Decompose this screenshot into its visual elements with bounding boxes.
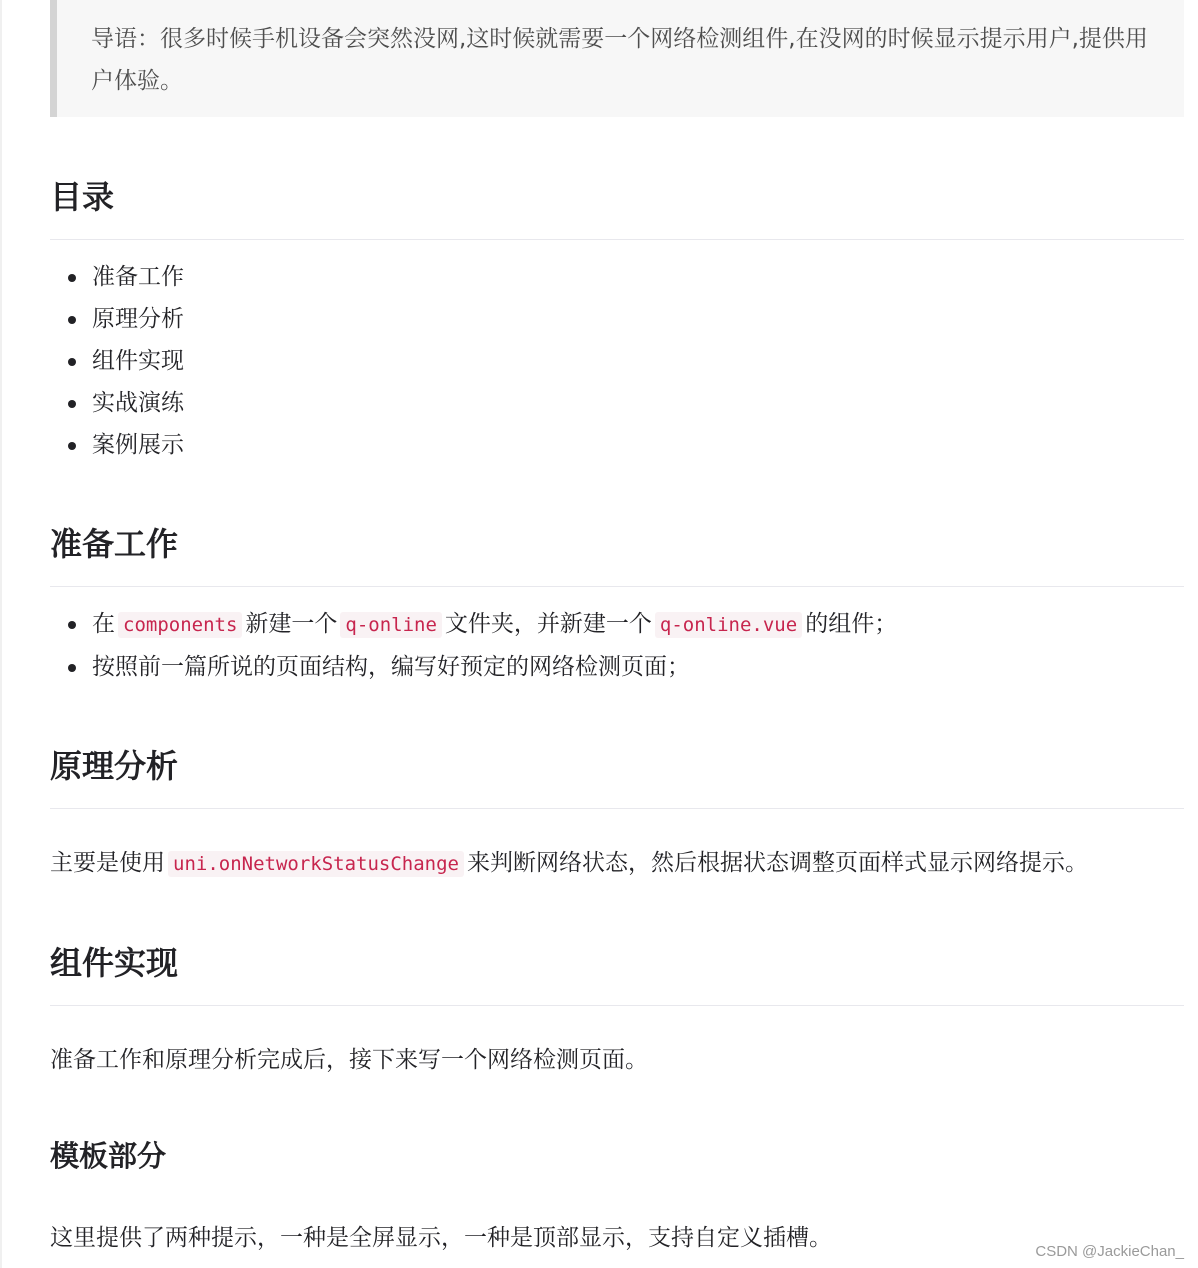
toc-item-principle[interactable]: 原理分析 (50, 298, 1184, 340)
intro-text: 导语：很多时候手机设备会突然没网,这时候就需要一个网络检测组件,在没网的时候显示提示用户,提供用户体验。 (50, 0, 1184, 117)
toc-item-practice[interactable]: 实战演练 (50, 382, 1184, 424)
template-paragraph-wrap (50, 1217, 1184, 1259)
toc-item-showcase[interactable]: 案例展示 (50, 424, 1184, 466)
code-network-status: uni.onNetworkStatusChange (168, 851, 464, 877)
toc-item-impl[interactable]: 组件实现 (50, 340, 1184, 382)
prep-item-1-text-c: 文件夹，并新建一个 (444, 611, 652, 637)
principle-section (50, 746, 1184, 809)
page-left-edge (0, 0, 2, 1268)
prep-item-2: 按照前一篇所说的页面结构，编写好预定的网络检测页面； (50, 646, 1184, 688)
code-q-online-vue: q-online.vue (655, 612, 802, 638)
principle-text-a: 主要是使用 (50, 850, 165, 876)
toc-list (50, 256, 1184, 466)
toc-heading: 目录 (50, 177, 1184, 240)
template-paragraph: 这里提供了两种提示，一种是全屏显示，一种是顶部显示，支持自定义插槽。 (50, 1225, 832, 1251)
impl-heading: 组件实现 (50, 943, 1184, 1006)
code-q-online: q-online (340, 612, 442, 638)
prep-item-1 (50, 603, 1184, 646)
toc-section (50, 177, 1184, 240)
prep-section (50, 524, 1184, 587)
template-section (50, 1137, 1184, 1175)
toc-item-prep[interactable]: 准备工作 (50, 256, 1184, 298)
toc-list-wrap (50, 256, 1184, 466)
code-components: components (118, 612, 242, 638)
csdn-watermark: CSDN @JackieChan_ (1035, 1243, 1184, 1260)
prep-item-1-text-a: 在 (92, 611, 115, 637)
impl-section (50, 943, 1184, 1006)
principle-text-b: 来判断网络状态，然后根据状态调整页面样式显示网络提示。 (466, 850, 1088, 876)
prep-item-1-text-d: 的组件； (805, 611, 898, 637)
prep-list (50, 603, 1184, 688)
principle-heading: 原理分析 (50, 746, 1184, 809)
impl-paragraph: 准备工作和原理分析完成后，接下来写一个网络检测页面。 (50, 1047, 648, 1073)
prep-item-1-text-b: 新建一个 (245, 611, 338, 637)
prep-list-wrap (50, 603, 1184, 688)
prep-heading: 准备工作 (50, 524, 1184, 587)
intro-blockquote (50, 0, 1184, 117)
impl-paragraph-wrap (50, 1039, 1184, 1081)
template-heading: 模板部分 (50, 1139, 167, 1173)
principle-paragraph (50, 842, 1184, 885)
principle-paragraph-wrap (50, 842, 1184, 885)
